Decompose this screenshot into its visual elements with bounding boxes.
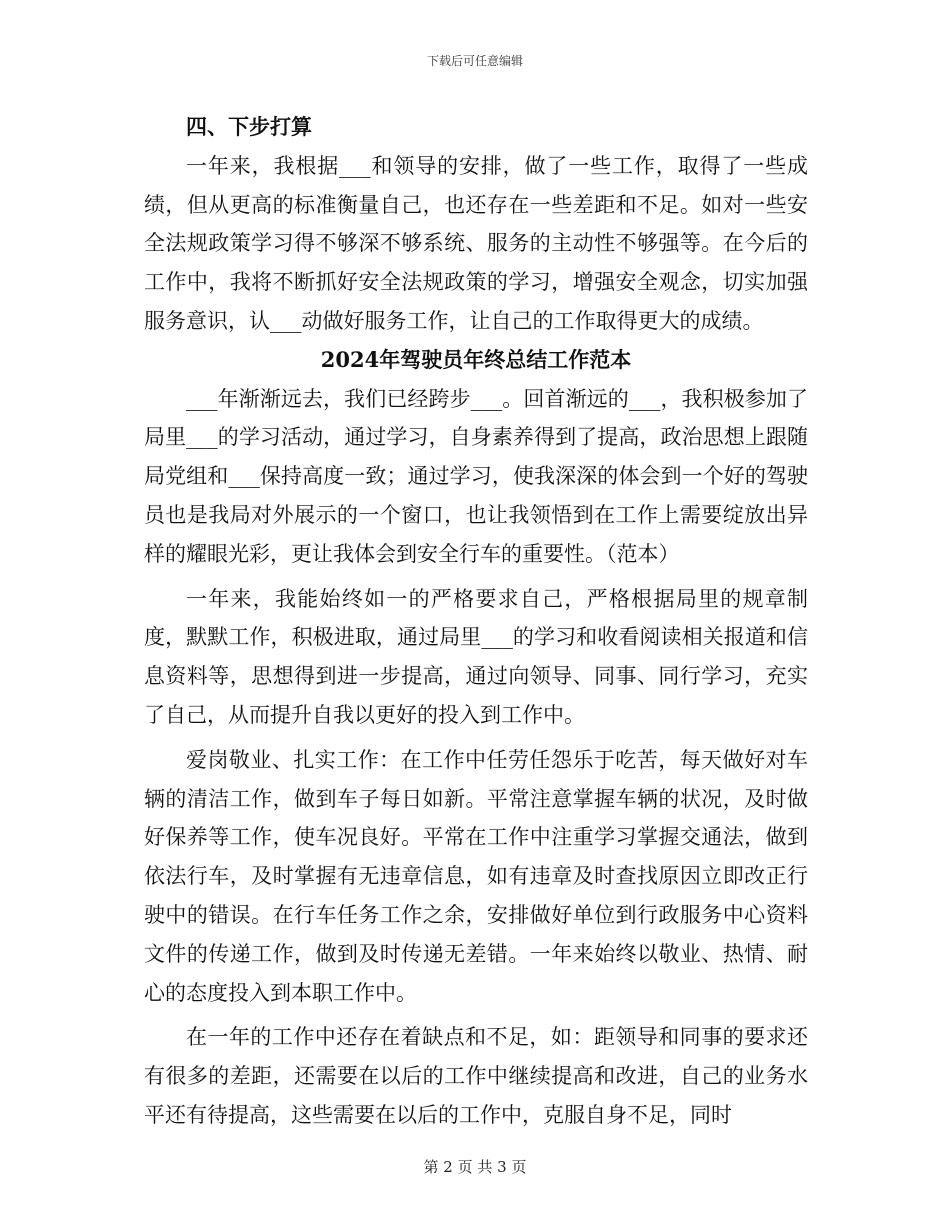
page-header-note: 下载后可任意编辑 xyxy=(426,54,523,68)
page-footer-number: 第 2 页 共 3 页 xyxy=(423,1158,527,1176)
section-heading: 四、下步打算 xyxy=(186,114,312,139)
body-paragraph-2: 一年来，我能始终如一的严格要求自己，严格根据局里的规章制度，默默工作，积极进取，通过局里___的学习和收看阅读相关报道和信息资料等，思想得到进一步提高，通过向领导、同事、同行学习，充实了自己，从而提升自我以更好的投入到工作中。 xyxy=(144,586,808,727)
body-paragraph-1: ___年渐渐远去，我们已经跨步___。回首渐远的___，我积极参加了局里___的学习活动，通过学习，自身素养得到了提高，政治思想上跟随局党组和___保持高度一致；通过学习，使我深深的体会到一个好的驾驶员也是我局对外展示的一个窗口，也让我领悟到在工作上需要绽放出异样的耀眼光彩，更让我体会到安全行车的重要性。（范本） xyxy=(144,386,808,566)
document-title: 2024年驾驶员年终总结工作范本 xyxy=(320,346,632,372)
document-body xyxy=(144,108,808,1135)
body-paragraph-3: 爱岗敬业、扎实工作：在工作中任劳任怨乐于吃苦，每天做好对车辆的清洁工作，做到车子每日如新。平常注意掌握车辆的状况，及时做好保养等工作，使车况良好。平常在工作中注重学习掌握交通法，做到依法行车，及时掌握有无违章信息，如有违章及时查找原因立即改正行驶中的错误。在行车任务工作之余，安排做好单位到行政服务中心资料文件的传递工作，做到及时传递无差错。一年来始终以敬业、热情、耐心的态度投入到本职工作中。 xyxy=(144,747,808,1005)
body-paragraph-4: 在一年的工作中还存在着缺点和不足，如：距领导和同事的要求还有很多的差距，还需要在以后的工作中继续提高和改进，自己的业务水平还有待提高，这些需要在以后的工作中，克服自身不足，同时 xyxy=(144,1025,808,1127)
section-paragraph: 一年来，我根据___和领导的安排，做了一些工作，取得了一些成绩，但从更高的标准衡量自己，也还存在一些差距和不足。如对一些安全法规政策学习得不够深不够系统、服务的主动性不够强等。在今后的工作中，我将不断抓好安全法规政策的学习，增强安全观念，切实加强服务意识，认___动做好服务工作，让自己的工作取得更大的成绩。 xyxy=(144,153,808,333)
